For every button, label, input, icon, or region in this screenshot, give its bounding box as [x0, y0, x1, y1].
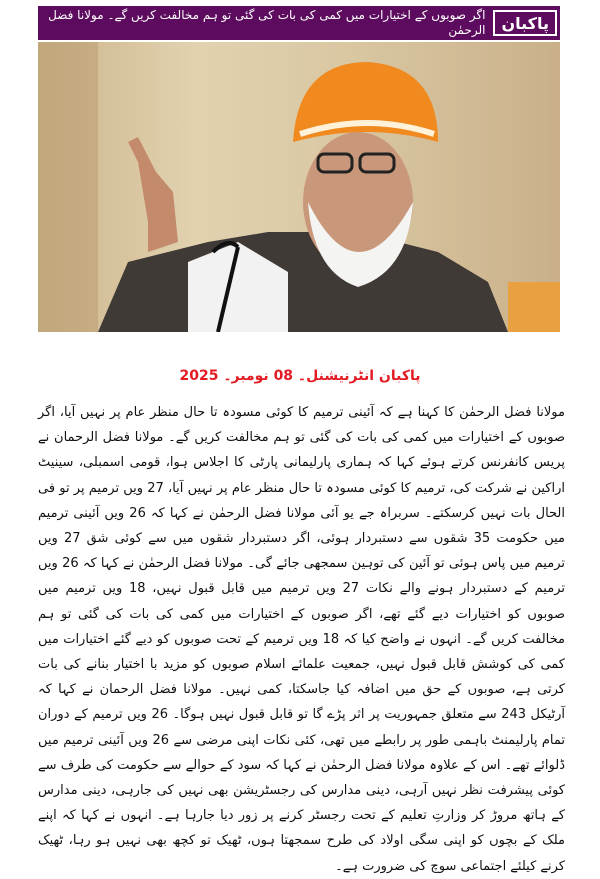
brand-label: پاکبان	[493, 10, 557, 36]
dateline: پاکبان انٹرنیشنل۔ 08 نومبر۔ 2025	[179, 368, 421, 384]
headline-banner	[38, 6, 560, 40]
headline: اگر صوبوں کے اختیارات میں کمی کی بات کی گئی تو ہم مخالفت کریں گے۔ مولانا فضل الرحمٰن	[48, 8, 486, 37]
photo-illustration	[38, 42, 560, 332]
news-photo	[38, 42, 560, 332]
article-body: مولانا فضل الرحمٰن کا کہنا ہے کہ آئینی ترمیم کا کوئی مسودہ تا حال منظر عام پر نہیں آیا، اگر صوبوں کے اختیارات میں کمی کی بات کی گئی تو ہم مخالفت کریں گے۔ مولانا فضل الرحمان نے پریس کانفرنس کرتے ہوئے کہا کہ ہماری پارلیمانی پارٹی کا اجلاس ہوا، قومی اسمبلی، سینیٹ اراکین نے شرکت کی، ترمیم کا کوئی مسودہ تا حال منظر عام پر نہیں آیا، 27 ویں ترمیم پر تو فی الحال بات نہیں کرسکتے۔ سربراہ جے یو آئی مولانا فضل الرحمٰن نے کہا کہ 26 ویں آئینی ترمیم میں حکومت 35 شقوں سے دستبردار ہوئی، اگر دستبردار شقوں میں سے کوئی شق 27 ویں ترمیم میں پاس ہوئی تو آئین کی توہین سمجھی جائے گی۔ مولانا فضل الرحمٰن نے کہا کہ 26 ویں ترمیم کے دستبردار ہونے والے نکات 27 ویں ترمیم میں قابل قبول نہیں، 18 ویں ترمیم میں صوبوں کو اختیارات دیے گئے تھے، اگر صوبوں کے اختیارات میں کمی کی بات کی گئی تو ہم مخالفت کریں گے۔ انہوں نے واضح کیا کہ 18 ویں ترمیم کے تحت صوبوں کو دیے گئے اختیارات میں کمی کی کوشش قابل قبول نہیں، جمعیت علمائے اسلام صوبوں کو مزید با اختیار بنانے کی بات کرتی ہے، صوبوں کے حق میں اضافہ کیا جاسکتا، کمی نہیں۔ مولانا فضل الرحمان نے کہا کہ آرٹیکل 243 سے متعلق جمہوریت پر اثر پڑے گا تو قابل قبول نہیں ہوگا۔ 26 ویں ترمیم کے دوران تمام پارلیمنٹ باہمی طور پر رابطے میں تھی، کئی نکات اپنی مرضی سے 26 ویں آئینی ترمیم میں ڈلوائے تھے۔ اس کے علاوہ مولانا فضل الرحمٰن نے کہا کہ سود کے حوالے سے حکومت کی طرف سے کوئی پیشرفت نظر نہیں آرہی، دینی مدارس کی رجسٹریشن بھی نہیں کی جارہی، دینی مدارس کے ہاتھ مروڑ کر وزارتِ تعلیم کے تحت رجسٹر کرنے پر زور دیا جارہا ہے۔ انہوں نے کہا کہ اپنے ملک کے بچوں کو اپنی سگی اولاد کی طرح سمجھتا ہوں، ٹھیک تو کچھ بھی نہیں ہو رہا، ٹھیک کرنے کیلئے اجتماعی سوچ کی ضرورت ہے۔	[38, 405, 566, 874]
